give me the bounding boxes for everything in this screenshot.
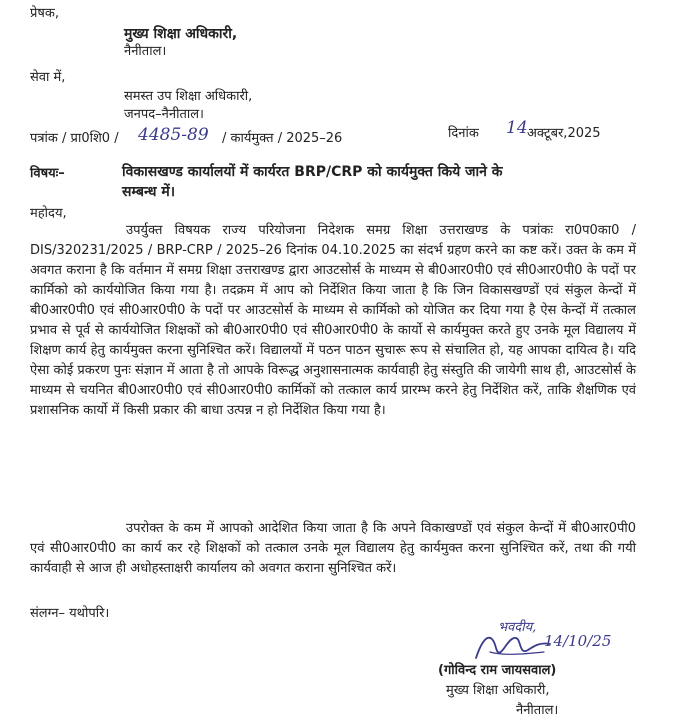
body-paragraph-2: उपरोक्त के कम में आपको आदेशित किया जाता है कि अपने विकाखण्डों एवं संकुल केन्दों में बी0आर0पी0 एवं सी0आर0पी0 का कार्य कर रहे शिक्षकों को तत्काल उनके मूल विद्यालय हेतु कार्यमुक्त करना सुनिश्चित करें, तथा की गयी कार्यवाही से आज ही अधोहस्ताक्षरी कार्यालय को अवगत कराना सुनिश्चित करें। [30,521,636,576]
closing: भवदीय, [498,620,537,635]
handwritten-date: 14 [506,118,528,138]
signatory-designation: मुख्य शिक्षा अधिकारी, [446,683,550,698]
recipient-designation: समस्त उप शिक्षा अधिकारी, [124,89,253,104]
subject-label: विषयः– [30,166,65,181]
recipient-place: जनपद–नैनीताल। [124,107,204,122]
handwritten-letter-number: 4485-89 [138,125,209,145]
date-rest: अक्टूबर,2025 [527,126,601,141]
recipient-label: सेवा में, [30,70,66,85]
signature-date: 14/10/25 [544,632,612,650]
body-paragraph-1: उपर्युक्त विषयक राज्य परियोजना निदेशक समग्र शिक्षा उत्तराखण्ड के पत्रांकः रा0प0का0 / DIS/320231/2025 / BRP-CRP / 2025–26 दिनांक 04.10.2025 का संदर्भ ग्रहण करने का कष्ट करें। उक्त के कम में अवगत कराना है कि वर्तमान में समग्र शिक्षा उत्तराखण्ड द्वारा आउटसोर्स के माध्यम से बी0आर0पी0 एवं सी0आर0पी0 के पदों पर कार्मिको को कार्ययोजित किया गया है। तदक्रम में आप को निर्देशित किया जाता है कि जिन विकासखण्डों एवं संकुल केन्दों में बी0आर0पी0 एवं सी0आर0पी0 के पदों पर आउटसोर्स के माध्यम से कार्मिको को योजित कर दिया गया है ऐस केन्दों में तत्काल प्रभाव से पूर्व से कार्ययोजित शिक्षकों को बी0आर0पी0 एवं सी0आर0पी0 के कार्यो से कार्यमुक्त करते हुए उनके मूल विद्यालय में शिक्षण कार्य हेतु कार्यमुक्त करना सुनिश्चित करें। विद्यालयों में पठन पाठन सुचारू रूप से संचालित हो, यह आपका दायित्व है। यदि ऐसा कोई प्रकरण पुनः संज्ञान में आता है तो आपके विरूद्ध अनुशासनात्मक कार्यवाही हेतु संस्तुति की जायेगी साथ ही, आउटसोर्स के माध्यम से चयनित बी0आर0पी0 एवं सी0आर0पी0 कार्मिकों को तत्काल कार्य प्रारम्भ करने हेतु निर्देशित करें, ताकि शैक्षणिक एवं प्रशासनिक कार्यो में किसी प्रकार की बाधा उत्पन्न न हो निर्देशित किया गया है। [30,223,636,418]
reference-prefix: पत्रांक / प्रा0शि0 / [30,131,119,146]
sender-label: प्रेषक, [30,6,60,21]
subject-line-1: विकासखण्ड कार्यालयों में कार्यरत BRP/CRP को कार्यमुक्त किये जाने के [122,164,503,180]
salutation: महोदय, [30,206,67,221]
signatory-place: नैनीताल। [516,703,559,718]
subject-line-2: सम्बन्ध में। [122,184,176,200]
date-label: दिनांक [448,126,479,141]
sender-designation: मुख्य शिक्षा अधिकारी, [124,26,238,42]
reference-suffix: / कार्यमुक्त / 2025–26 [222,131,343,146]
signatory-name: (गोविन्द राम जायसवाल) [438,663,557,678]
enclosure-note: संलग्न– यथोपरि। [30,606,110,621]
sender-place: नैनीताल। [124,44,167,59]
